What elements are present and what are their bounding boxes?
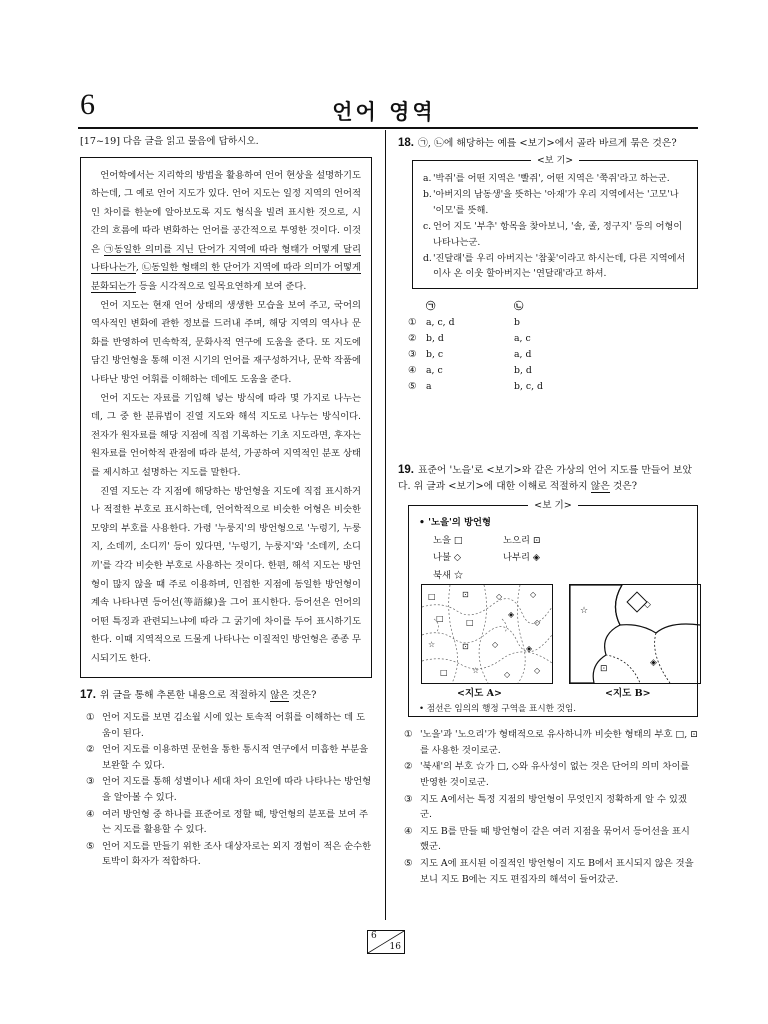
example-item: d. '진달래'를 우리 아버지는 '참꽃'이라고 하시는데, 다른 지역에서 이사 온 이웃 할아버지는 '연달래'라고 하셔.: [423, 252, 686, 280]
svg-text:◇: ◇: [534, 666, 541, 676]
column-divider: [385, 130, 386, 920]
option-text: 언어 지도를 보면 김소월 시에 있는 토속적 어휘를 이해하는 데 도움이 된다.: [102, 711, 366, 739]
q18-option-3[interactable]: ③ b, c a, d: [408, 349, 532, 361]
option-number: ③: [86, 776, 95, 788]
svg-text:◇: ◇: [644, 600, 651, 611]
svg-text:□: □: [440, 668, 448, 678]
passage-paragraph-2: 언어 지도는 현재 언어 상태의 생생한 모습을 보여 주고, 국어의 역사적인 변화에 관한 정보를 드러내 주며, 해당 지역의 역사나 문화를 반영하여 민속학적, 문화사적 연구에 도움을 준다. 또 지도에 담긴 방언형을 통해 이전 시기의 언어를 재구성하거나, 문학 작품에 나타난 방언 어휘를 이해하는 데에도 도움을 준다.: [91, 299, 361, 386]
q18-option-1[interactable]: ① a, c, d b: [408, 317, 520, 329]
option-number: ③: [404, 793, 413, 805]
instruction: [17~19] 다음 글을 읽고 물음에 답하시오.: [80, 136, 259, 147]
q19-option-2[interactable]: [404, 759, 698, 790]
question-18-stem: 18. ㉠, ㉡에 해당하는 예를 <보기>에서 골라 바르게 묶은 것은?: [398, 137, 677, 149]
q19-option-1[interactable]: [404, 727, 698, 758]
svg-text:⊡: ⊡: [462, 590, 469, 600]
right-column: [398, 134, 698, 888]
option-text: 지도 B를 만들 때 방언형이 같은 여러 지점을 묶어서 등어선을 표시했군.: [420, 825, 690, 853]
dialect-legend: • '노을'의 방언형 노을 □ 노으리 ⊡ 나불 ◇ 나부리 ◈ 북새 ☆: [419, 514, 541, 585]
svg-text:□: □: [466, 618, 474, 628]
q19-option-5[interactable]: [404, 856, 698, 887]
option-number: ⑤: [86, 840, 95, 852]
q18-option-5[interactable]: ⑤ a b, c, d: [408, 381, 543, 393]
question-17-stem: 17. 위 글을 통해 추론한 내용으로 적절하지 않은 것은?: [80, 688, 317, 701]
option-text: 언어 지도를 이용하면 문헌을 통한 통시적 연구에서 미흡한 부분을 보완할 수 있다.: [102, 744, 369, 771]
q19-option-4[interactable]: [404, 824, 698, 855]
underlined-a: ㉠동일한 의미를 지닌 단어가 지역에 따라 형태가 어떻게 달리 나타나는가: [91, 243, 362, 274]
passage-paragraph-3: 언어 지도는 자료를 기입해 넣는 방식에 따라 몇 가지로 나누는데, 그 중 한 분류법이 진열 지도와 해석 지도로 나누는 방식이다. 전자가 원자료를 해당 지점에 직접 기록하는 기초 지도라면, 후자는 원자료를 언어학적 관점에 따라 분석, 가공하여 지역적인 분포 상태를 제시하고 설명하는 지도를 말한다.: [91, 392, 361, 478]
svg-text:◇: ◇: [504, 670, 511, 680]
legend-title: • '노을'의 방언형: [419, 517, 491, 529]
page-indicator: [367, 930, 405, 954]
map-note: • 점선은 임의의 행정 구역을 표시한 것임.: [419, 704, 577, 715]
example-box-18: [412, 155, 698, 289]
option-number: ⑤: [404, 858, 413, 870]
svg-text:◇: ◇: [530, 590, 537, 600]
map-b-caption: <지도 B>: [605, 688, 651, 700]
option-text: 지도 A에서는 특정 지점의 방언형이 무엇인지 정확하게 알 수 있겠군.: [420, 793, 687, 821]
option-number: ④: [86, 808, 95, 820]
q18-option-4[interactable]: ④ a, c b, d: [408, 365, 532, 377]
question-19-stem: 19. 표준어 '노을'로 <보기>와 같은 가상의 언어 지도를 만들어 보았다. 위 글과 <보기>에 대한 이해로 적절하지 않은 것은?: [398, 464, 692, 493]
answer-grid-18: [408, 299, 698, 395]
map-a: [421, 584, 553, 684]
q17-option-3[interactable]: [86, 774, 372, 805]
option-text: 언어 지도를 통해 성별이나 세대 차이 요인에 따라 나타나는 방언형을 알아볼 수 있다.: [102, 776, 372, 803]
q18-option-2[interactable]: ② b, d a, c: [408, 333, 531, 345]
option-text: 언어 지도를 만들기 위한 조사 대상자로는 외지 경험이 적은 순수한 토박이 화자가 적합하다.: [102, 840, 372, 868]
svg-text:◇: ◇: [492, 640, 499, 650]
svg-text:⊡: ⊡: [600, 664, 608, 675]
svg-text:◇: ◇: [534, 618, 541, 628]
svg-text:◇: ◇: [496, 592, 503, 602]
svg-text:□: □: [428, 592, 436, 602]
option-number: ④: [404, 825, 413, 837]
option-text: 지도 A에 표시된 이질적인 방언형이 지도 B에서 표시되지 않은 것을 보니 지도 B에는 지도 편집자의 해석이 들어갔군.: [420, 858, 694, 885]
underlined-b: ㉡동일한 형태의 한 단어가 지역에 따라 의미가 어떻게 분화되는가: [91, 262, 361, 293]
passage-paragraph-4: 진열 지도는 각 지점에 해당하는 방언형을 지도에 직접 표시하거나 적절한 부호로 표시하는데, 언어학적으로 비슷한 어형은 비슷한 모양의 부호를 사용한다. 가령 '누룽지'의 방언형으로 '누렁기, 누룽지, 소데끼, 소디끼' 등이 있다면, '누렁기, 누룽지'와 '소데끼, 소디끼'를 각각 비슷한 부호로 사용하는 것이다. 한편, 해석 지도는 방언형이 많지 않을 때 주로 이용하며, 인접한 지점에 동일한 방언형이 계속 나타나면 등어선(等語線)을 그어 표시한다. 등어선은 언어의 어떤 특징과 관련되느냐에 따라 그 굵기에 차이를 두어 표시하기도 한다. 이때 지역적으로 드물게 나타나는 이질적인 방언형은 종종 무시되기도 한다.: [91, 485, 361, 664]
option-text: '북새'의 부호 ☆가 □, ◇와 유사성이 없는 것은 단어의 의미 차이를 반영한 것이로군.: [420, 761, 690, 788]
box-label: <보 기>: [531, 155, 579, 166]
option-text: 여러 방언형 중 하나를 표준어로 정할 때, 방언형의 분포를 보여 주는 지도를 활용할 수 있다.: [102, 808, 369, 836]
map-a-caption: <지도 A>: [457, 688, 502, 700]
question-17-options: [80, 710, 372, 870]
header-rule: [78, 127, 698, 129]
map-b: [569, 584, 701, 684]
left-column: [80, 134, 372, 871]
page-title: 언어 영역: [332, 99, 436, 124]
q17-option-5[interactable]: [86, 839, 372, 870]
option-number: ①: [86, 711, 95, 723]
svg-text:☆: ☆: [428, 640, 436, 650]
reading-passage: [80, 157, 372, 678]
example-item: a. '박쥐'를 어떤 지역은 '빨쥐', 어떤 지역은 '쭉쥐'라고 하는군.: [423, 173, 670, 185]
passage-paragraph-1: 언어학에서는 지리학의 방법을 활용하여 언어 현상을 설명하기도 하는데, 그 예로 언어 지도가 있다. 언어 지도는 일정 지역의 언어적인 차이를 한눈에 알아보도록 지도 형식을 빌려 표시한 것으로, 시간의 흐름에 따라 변화하는 언어를 공간적으로 투영한 것이다. 이것은 ㉠동일한 의미를 지닌 단어가 지역에 따라 형태가 어떻게 달리 나타나는가, ㉡동일한 형태의 한 단어가 지역에 따라 의미가 어떻게 분화되는가 등을 시각적으로 일목요연하게 보여 준다.: [91, 169, 362, 293]
example-item: c. 언어 지도 '부추' 항목을 찾아보니, '솔, 졸, 정구지' 등의 어형이 나타나는군.: [423, 220, 683, 248]
svg-text:◈: ◈: [508, 610, 515, 620]
option-text: '노을'과 '노으리'가 형태적으로 유사하니까 비슷한 형태의 부호 □, ⊡를 사용한 것이로군.: [420, 729, 698, 756]
option-number: ①: [404, 729, 413, 741]
q17-option-2[interactable]: [86, 742, 372, 773]
page-number: 6: [80, 88, 95, 121]
svg-text:◈: ◈: [650, 658, 657, 669]
q19-option-3[interactable]: [404, 792, 698, 823]
question-19-options: [398, 727, 698, 887]
example-item: b. '아버지의 남동생'을 뜻하는 '아재'가 우리 지역에서는 '고모'나 '이모'를 뜻해.: [423, 189, 679, 217]
svg-text:⊡: ⊡: [462, 642, 469, 652]
svg-text:◈: ◈: [526, 644, 533, 654]
col-header-b: ㉡: [514, 301, 524, 313]
svg-text:☆: ☆: [580, 606, 589, 617]
option-number: ②: [404, 761, 413, 773]
option-number: ②: [86, 744, 95, 756]
q17-option-1[interactable]: [86, 710, 372, 741]
current-page: 6: [371, 931, 377, 941]
q17-option-4[interactable]: [86, 807, 372, 838]
box-label: <보 기>: [528, 500, 578, 511]
svg-text:☆: ☆: [472, 666, 480, 676]
example-box-19: [408, 500, 698, 717]
svg-text:□: □: [436, 614, 444, 624]
total-pages: 16: [389, 942, 401, 952]
col-header-a: ㉠: [426, 301, 436, 313]
